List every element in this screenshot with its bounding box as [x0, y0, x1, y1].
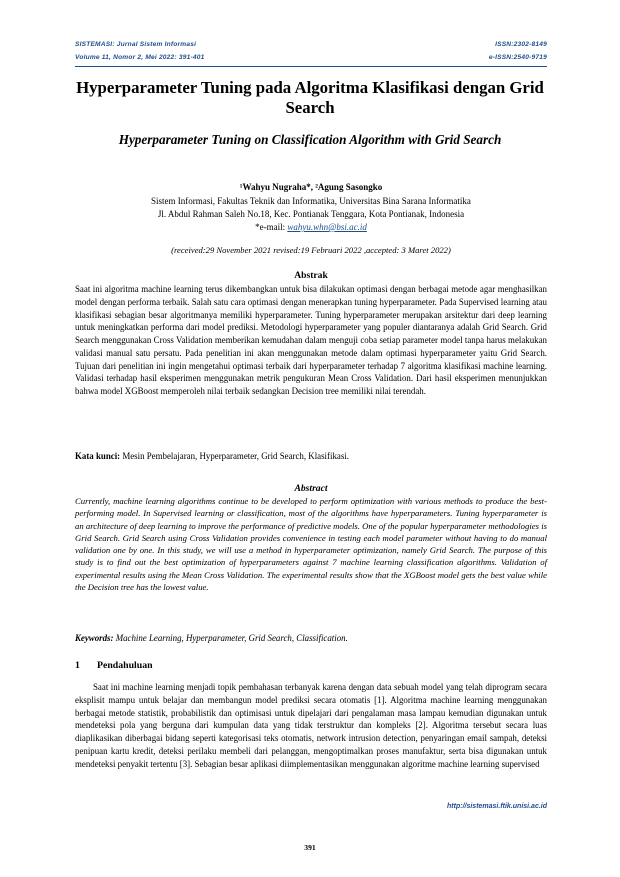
email-link[interactable]: wahyu.whn@bsi.ac.id — [287, 222, 367, 232]
header-divider — [75, 66, 547, 67]
abstrak-heading: Abstrak — [294, 270, 328, 281]
keywords-text: Machine Learning, Hyperparameter, Grid Search, Classification. — [115, 633, 348, 643]
keywords — [75, 633, 547, 643]
section-heading-1 — [75, 660, 153, 671]
kata-kunci-label: Kata kunci: — [75, 451, 121, 461]
volume-info: Volume 11, Nomor 2, Mei 2022: 391-401 — [75, 54, 205, 61]
paper-title-en: Hyperparameter Tuning on Classification Algorithm with Grid Search — [118, 132, 502, 147]
section-title: Pendahuluan — [97, 660, 153, 671]
abstrak-text: Saat ini algoritma machine learning terus dikembangkan untuk bisa dilakukan optimasi dengan berbagai metode agar menghasilkan model dengan performa terbaik. Salah satu cara optimasi dengan menerapkan tuning hyperparameter. Pada Supervised learning atau klasifikasi sebagian besar algoritmanya memiliki hyperparameter. Tuning hyperparameter merupakan arsitektur dari deep learning untuk meningkatkan performa dari model prediksi. Metodologi hyperparameter yang populer diantaranya adalah Grid Search. Grid Search menggunakan Cross Validation memberikan kemudahan dalam menguji coba setiap parameter model tanpa harus melakukan validasi manual satu persatu. Pada penelitian ini akan menggunakan metode dalam optimasi hyperparameter yaitu Grid Search. Tujuan dari penelitian ini ingin mengetahui optimasi terbaik dari hyperparameter terhadap 7 algoritma klasifikasi machine learning. Validasi terhadap hasil eksperimen menggunakan metrik pengukuran Mean Cross Validation. Dari hasil eksperimen menunjukkan bahwa model XGBoost memperoleh nilai terbaik sedangkan Decision tree memiliki nilai terendah. — [75, 284, 547, 396]
journal-name: SISTEMASI: Jurnal Sistem Informasi — [75, 41, 197, 48]
page-number: 391 — [304, 843, 316, 852]
abstract-heading: Abstract — [294, 483, 328, 494]
submission-dates: (received:29 November 2021 revised:19 Februari 2022 ,accepted: 3 Maret 2022) — [171, 245, 451, 255]
affiliation-line1: Sistem Informasi, Fakultas Teknik dan Informatika, Universitas Bina Sarana Informatika — [151, 196, 471, 206]
abstract-text: Currently, machine learning algorithms continue to be developed to perform optimization with various methods to produce the best-performing model. In Supervised learning or classification, most of the algorithms have hyperparameters. Tuning hyperparameter is an architecture of deep learning to improve the performance of predictive models. One of the popular hyperparameter methodologies is Grid Search. Grid Search using Cross Validation provides convenience in testing each model parameter without having to do manual validation one by one. In this study, we will use a method in hyperparameter optimization, namely Grid Search. The purpose of this study is to find out the best optimization of hyperparameters against 7 machine learning classification algorithms. Validation of experimental results using the Mean Cross Validation. The experimental results show that the XGBoost model gets the best value while the Decision tree has the lowest value. — [75, 496, 547, 593]
kata-kunci-text: Mesin Pembelajaran, Hyperparameter, Grid Search, Klasifikasi. — [122, 451, 349, 461]
eissn: e-ISSN:2540-9719 — [488, 54, 547, 61]
issn: ISSN:2302-8149 — [495, 41, 547, 48]
authors: ¹Wahyu Nugraha*, ²Agung Sasongko — [239, 182, 383, 192]
section1-body: Saat ini machine learning menjadi topik pembahasan terbanyak karena dengan data sebuah model yang telah diprogram secara eksplisit mampu untuk belajar dan membangun model prediksi secara otomatis [1]. Algoritma machine learning menggunakan berbagai metode statistik, probabilistik dan optimisasi untuk dipelajari dari pengalaman masa lampau kemudian digunakan untuk mendeteksi pola yang berguna dari kumpulan data yang tidak terstruktur dan kompleks [2]. Algoritma tersebut secara luas diaplikasikan diberbagai bidang seperti kategorisasi teks otomatis, network intrusion detection, penyaringan email sampah, deteksi penipuan kartu kredit, deteksi perilaku membeli dari pelanggan, mengoptimalkan proses manufaktur, serta bisa digunakan untuk mendeteksi penyakit tertentu [3]. Sebagian besar aplikasi diimplementasikan menggunakan algoritme machine learning supervised — [75, 682, 547, 769]
keywords-label: Keywords: — [75, 633, 114, 643]
email-label: *e-mail: — [255, 222, 286, 232]
section-number: 1 — [75, 660, 80, 671]
paper-title-id: Hyperparameter Tuning pada Algoritma Klasifikasi dengan Grid Search — [76, 78, 544, 117]
kata-kunci — [75, 451, 547, 461]
email-line — [75, 222, 547, 232]
footer-url[interactable]: http://sistemasi.ftik.unisi.ac.id — [447, 803, 547, 810]
affiliation-line2: Jl. Abdul Rahman Saleh No.18, Kec. Pontianak Tenggara, Kota Pontianak, Indonesia — [157, 209, 465, 219]
